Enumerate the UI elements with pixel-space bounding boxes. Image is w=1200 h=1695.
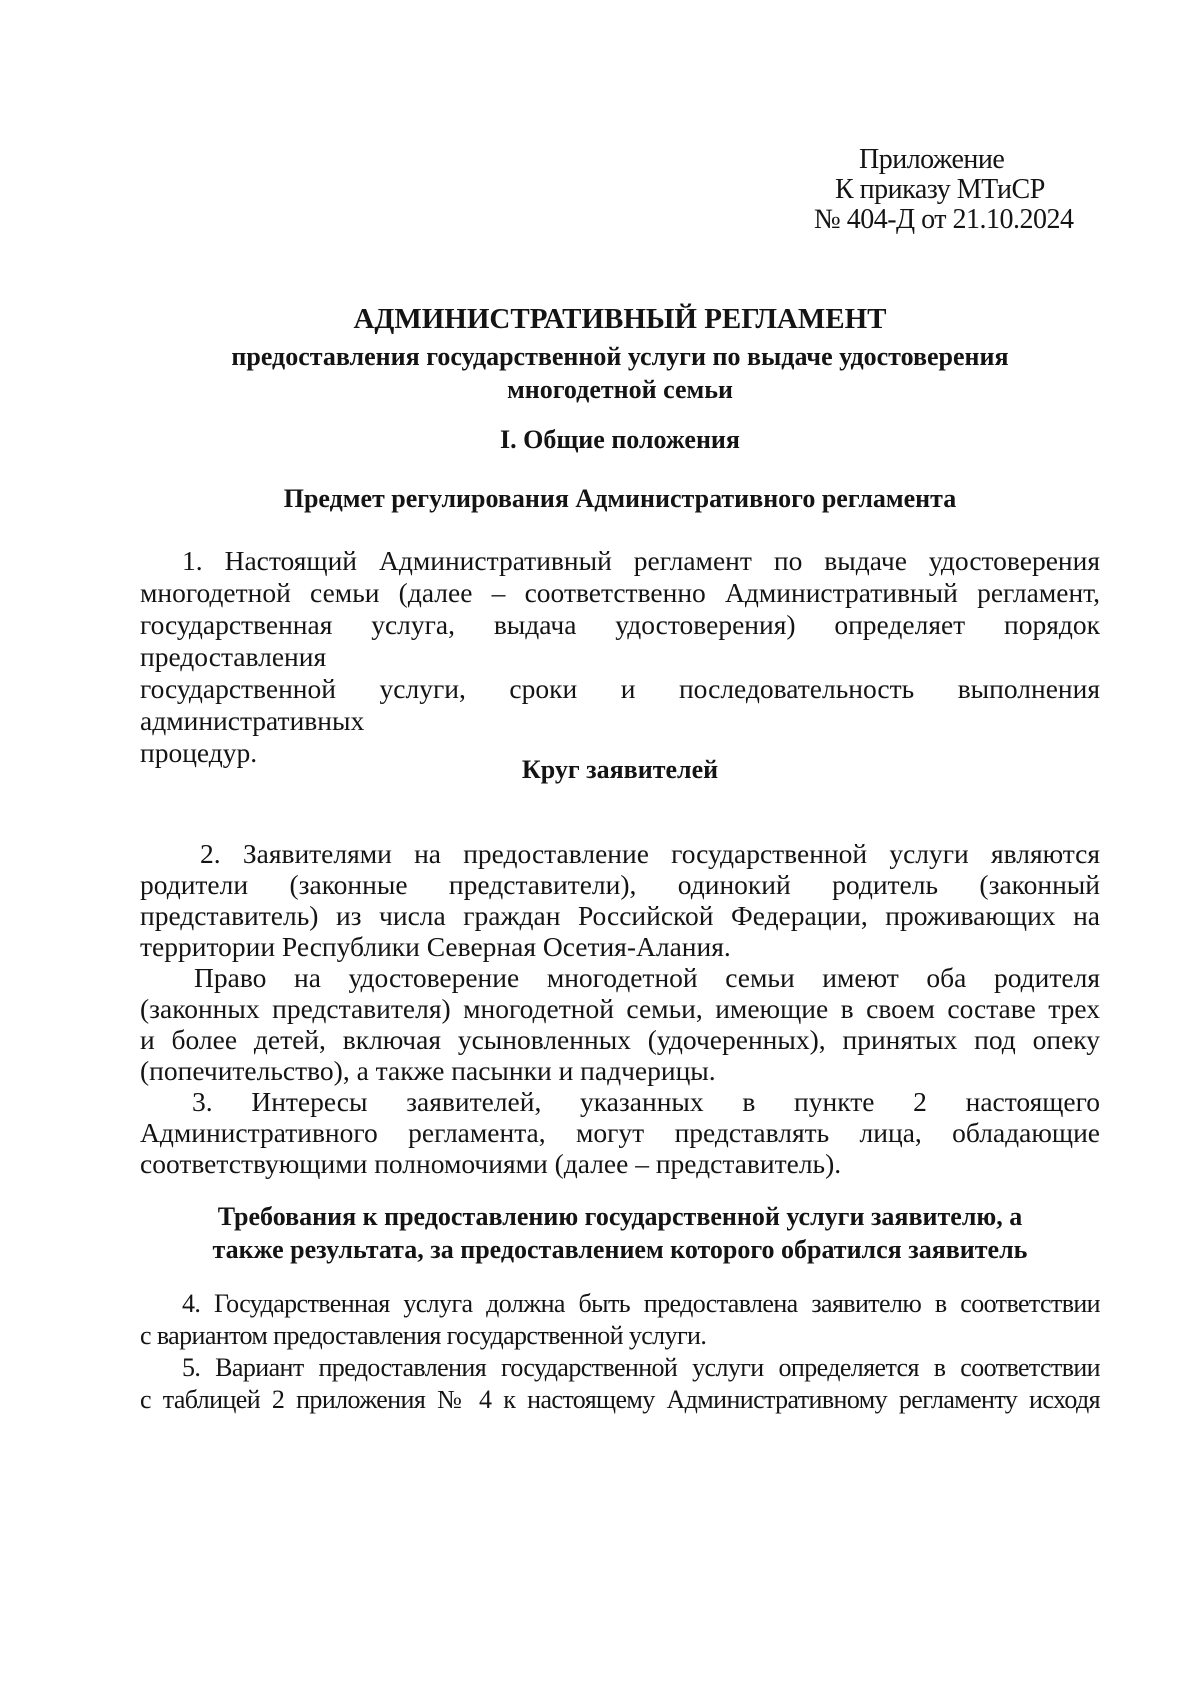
document-title: АДМИНИСТРАТИВНЫЙ РЕГЛАМЕНТ bbox=[353, 303, 887, 335]
paragraph-line: Право на удостоверение многодетной семьи имеют оба родителя bbox=[194, 962, 1100, 993]
subtitle-line: многодетной семьи bbox=[507, 375, 733, 404]
paragraph-line: 3. Интересы заявителей, указанных в пункте 2 настоящего bbox=[192, 1086, 1100, 1117]
paragraph-line: государственная услуга, выдача удостоверения) определяет порядок предоставления bbox=[140, 609, 1100, 672]
paragraph-line: родители (законные представители), одинокий родитель (законный bbox=[140, 869, 1100, 900]
paragraph-line: многодетной семьи (далее – соответственно Административный регламент, bbox=[140, 577, 1100, 608]
appendix-line: К приказу МТиСР bbox=[835, 174, 1045, 205]
appendix-block bbox=[800, 145, 1130, 235]
paragraph-4 bbox=[140, 1288, 1100, 1352]
paragraph-line: 5. Вариант предоставления государственной услуги определяется в соответствии bbox=[182, 1353, 1100, 1382]
paragraph-line: 4. Государственная услуга должна быть предоставлена заявителю в соответствии bbox=[182, 1289, 1100, 1318]
paragraph-line: 2. Заявителями на предоставление государственной услуги являются bbox=[200, 838, 1100, 869]
subsection-heading-subject: Предмет регулирования Административного регламента bbox=[283, 484, 957, 513]
paragraph-line: процедур. bbox=[140, 737, 258, 768]
section-heading-requirements bbox=[140, 1200, 1100, 1266]
paragraph-line: соответствующими полномочиями (далее – представитель). bbox=[140, 1148, 842, 1179]
paragraph-3 bbox=[140, 1086, 1100, 1179]
paragraph-2b bbox=[140, 962, 1100, 1086]
appendix-line: № 404-Д от 21.10.2024 bbox=[814, 204, 1074, 235]
heading-line: также результата, за предоставлением которого обратился заявитель bbox=[212, 1235, 1028, 1264]
heading-line: Требования к предоставлению государственной услуги заявителю, а bbox=[217, 1202, 1023, 1231]
paragraph-5 bbox=[140, 1352, 1100, 1416]
paragraph-line: 1. Настоящий Административный регламент по выдаче удостоверения bbox=[182, 545, 1100, 576]
section-heading-general: I. Общие положения bbox=[500, 425, 740, 454]
section-heading-applicants: Круг заявителей bbox=[521, 755, 719, 784]
paragraph-line: территории Республики Северная Осетия-Алания. bbox=[140, 931, 731, 962]
subtitle-line: предоставления государственной услуги по выдаче удостоверения bbox=[231, 342, 1009, 371]
paragraph-line: (законных представителя) многодетной семьи, имеющие в своем составе трех bbox=[140, 993, 1100, 1024]
appendix-line: Приложение bbox=[859, 144, 1005, 175]
paragraph-line: представитель) из числа граждан Российской Федерации, проживающих на bbox=[140, 900, 1100, 931]
paragraph-2 bbox=[140, 838, 1100, 962]
paragraph-line: Административного регламента, могут представлять лица, обладающие bbox=[140, 1117, 1100, 1148]
paragraph-line: (попечительство), а также пасынки и падчерицы. bbox=[140, 1055, 716, 1086]
paragraph-line: государственной услуги, сроки и последовательность выполнения административных bbox=[140, 673, 1100, 736]
paragraph-line: с вариантом предоставления государственной услуги. bbox=[140, 1321, 707, 1350]
paragraph-line: с таблицей 2 приложения № 4 к настоящему Административному регламенту исходя bbox=[140, 1385, 1100, 1414]
paragraph-1 bbox=[140, 545, 1100, 769]
paragraph-line: и более детей, включая усыновленных (удочеренных), принятых под опеку bbox=[140, 1024, 1100, 1055]
document-subtitle bbox=[140, 340, 1100, 406]
